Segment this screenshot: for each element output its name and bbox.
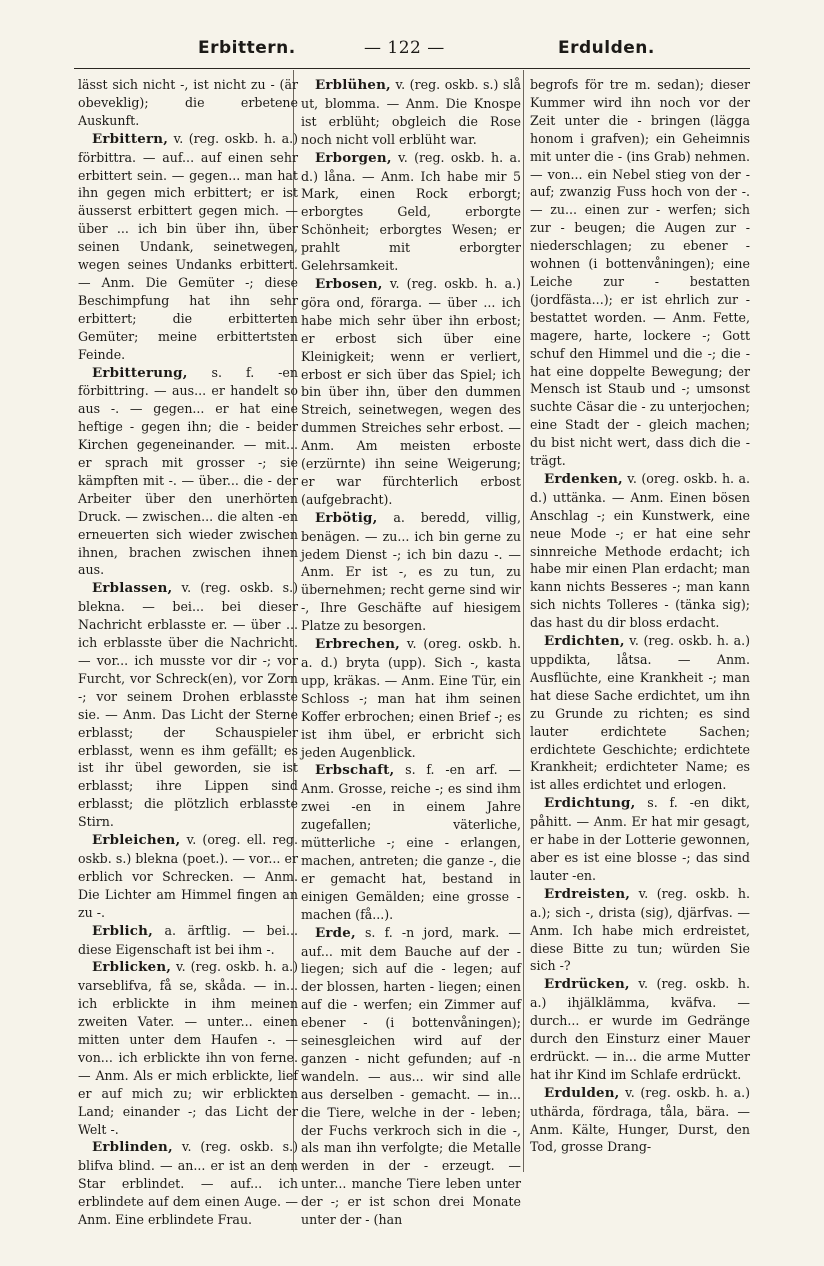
headword: Erblassen, [92, 580, 173, 597]
headword: Erborgen, [315, 149, 392, 166]
column-1 [78, 76, 298, 1228]
headword: Erbleichen, [92, 832, 181, 849]
headword: Erdreisten, [544, 885, 631, 902]
entry-text: begrofs för tre m. sedan); dieser Kummer wird ihn noch vor der Zeit unter die - bringen (lägga honom i grafven); ein Geheimnis mit unter die - (ins Grab) nehmen. — von... ein Nebel stieg von der - auf; zwanzig Fuss hoch von der -. — zu... einen zur - werfen; sich zur - beugen; die Augen zur - niederschlagen; zu ebener - wohnen (i bottenvåningen); eine Leiche zur - bestatten (jordfästa...); er ist ehrlich zur - bestattet worden. — Anm. Fette, magere, harte, lockere -; Gott schuf den Himmel und die -; die - hat eine doppelte Bewegung; der Mensch ist Staub und -; umsonst suchte Cäsar die - zu unterjochen; eine Stadt der - gleich machen; du bist nicht wert, dass dich die - trägt. [530, 77, 750, 469]
entry-text: v. (oreg. ell. reg. oskb. s.) blekna (poet.). — vor... er erblich vor Schrecken. — Anm. Die Lichter am Himmel fingen an zu -. [78, 832, 298, 920]
page-number: — 122 — [364, 38, 445, 58]
dictionary-entry [530, 975, 750, 1083]
entry-text: s. f. -en dikt, påhitt. — Anm. Er hat mir gesagt, er habe in der Lotterie gewonnen, aber es ist eine blosse -; das sind lauter -en. [530, 795, 750, 883]
entry-text: v. (reg. oskb. h. a. d.) låna. — Anm. Ich habe mir 5 Mark, einen Rock erborgt; erborgtes Geld, erborgte Schönheit; erborgtes Wesen; er prahlt mit erborgter Gelehrsamkeit. [301, 149, 521, 274]
dictionary-entry [530, 885, 750, 976]
headword: Erblinden, [92, 1139, 173, 1156]
dictionary-entry [301, 275, 521, 509]
headword: Erdichtung, [544, 795, 636, 812]
headword: Erblühen, [315, 77, 391, 93]
dictionary-entry [530, 632, 750, 794]
entry-text: v. (reg. oskb. h. a.) varseblifva, få se, skåda. — in... ich erblickte in ihm meinen zweiten Vater. — unter... einen mitten unter dem Haufen -. — von... ich erblickte ihn von ferne. — Anm. Als er mich erblickte, lief er auf mich zu; wir erblickten Land; einander -; das Licht der Welt -. [78, 959, 298, 1137]
entry-text: v. (reg. oskb. h. a.) uthärda, fördraga, tåla, bära. — Anm. Kälte, Hunger, Durst, den Tod, grosse Drang- [530, 1084, 750, 1155]
dictionary-entry [530, 794, 750, 885]
headword: Erdenken, [544, 470, 623, 487]
entry-continuation [78, 76, 298, 130]
column-2 [301, 76, 521, 1228]
entry-text: v. (oreg. oskb. h. a. d.) bryta (upp). Sich -, kasta upp, kräkas. — Anm. Eine Tür, ein Schloss -; man hat ihm seinen Koffer erbrochen; einen Brief -; es ist ihm übel, er erbricht sich jeden Augenblick. [301, 636, 521, 760]
headword: Erbötig, [315, 509, 378, 526]
entry-text: s. f. -en arf. — Anm. Grosse, reiche -; es sind ihm zwei -en in einem Jahre zugefallen; väterliche, mütterliche -; eine - erlangen, machen, antreten; die ganze -, die er gemacht hat, bestand in einigen Gemälden; eine grosse - machen (få...). [301, 762, 521, 922]
dictionary-entry [530, 1084, 750, 1157]
header-rule [74, 68, 750, 69]
headword: Erdulden, [544, 1084, 620, 1101]
entry-text: s. f. -en förbittring. — aus... er handelt so aus -. — gegen... er hat eine heftige - gegen ihn; die - beider Kirchen gegeneinander. — mit... er sprach mit grosser -; sie kämpften mit -. — über... die - der Arbeiter über den unerhörten Druck. — zwischen... die alten -en erneuerten sich wieder zwischen ihnen, brachen zwischen ihnen aus. [78, 364, 298, 578]
dictionary-entry [78, 831, 298, 922]
headword: Erbittern, [92, 130, 169, 147]
entry-text: v. (reg. oskb. s.) blifva blind. — an... er ist an dem Star erblindet. — auf... ich erblindete auf dem einen Auge. — Anm. Eine erblindete Frau. [78, 1139, 298, 1228]
dictionary-entry [78, 922, 298, 959]
header-right-word: Erdulden. [558, 38, 655, 58]
dictionary-entry [301, 76, 521, 149]
headword: Erblich, [92, 922, 153, 939]
header-left-word: Erbittern. [198, 38, 296, 58]
entry-text: lässt sich nicht -, ist nicht zu - (är obeveklig); die erbetene Auskunft. [78, 77, 298, 128]
entry-text: a. beredd, villig, benägen. — zu... ich bin gerne zu jedem Dienst -; ich bin dazu -. — Anm. Er ist -, es zu tun, zu übernehmen; recht gerne sind wir -, Ihre Geschäfte auf hiesigem Platze zu besorgen. [301, 509, 521, 634]
dictionary-entry [301, 509, 521, 635]
headword: Erbitterung, [92, 364, 188, 381]
dictionary-entry [301, 635, 521, 761]
column-divider [523, 70, 524, 1172]
headword: Erdrücken, [544, 976, 630, 993]
dictionary-entry [301, 761, 521, 923]
dictionary-entry [78, 958, 298, 1138]
dictionary-entry [301, 924, 521, 1229]
headword: Erblicken, [92, 959, 172, 976]
dictionary-entry [78, 130, 298, 364]
dictionary-entry [301, 149, 521, 275]
entry-text: a. ärftlig. — bei... diese Eigenschaft ist bei ihm -. [78, 922, 298, 957]
dictionary-entry [530, 470, 750, 632]
entry-text: v. (reg. oskb. h. a.); sich -, drista (sig), djärfvas. — Anm. Ich habe mich erdreistet, diese Bitte zu tun; würden Sie sich -? [530, 885, 750, 974]
entry-text: v. (reg. oskb. h. a.) göra ond, förarga. — über ... ich habe mich sehr über ihn erbost; er erbost sich über eine Kleinigkeit; wenn er verliert, erbost er sich über das Spiel; ich bin über ihn, über den dummen Streich, seinetwegen, wegen des dummen Streiches sehr erbost. — Anm. Am meisten erboste (erzürnte) ihn seine Weigerung; er war fürchterlich erbost (aufgebracht). [301, 275, 521, 507]
running-header [74, 34, 750, 66]
entry-text: v. (oreg. oskb. h. a. d.) uttänka. — Anm. Einen bösen Anschlag -; ein Kunstwerk, eine neue Mode -; er hat eine sehr sinnreiche Methode erdacht; ich habe mir einen Plan erdacht; man kann nichts Besseres -; man kann sich nichts Tolleres - (tänka sig); das hast du dir bloss erdacht. [530, 470, 750, 631]
headword: Erdichten, [544, 633, 625, 650]
column-3 [530, 76, 750, 1172]
entry-continuation [530, 76, 750, 470]
entry-text: v. (reg. oskb. h. a.) ihjälklämma, kväfva. — durch... er wurde im Gedränge durch den Einsturz einer Mauer erdrückt. — in... die arme Mutter hat ihr Kind im Schlafe erdrückt. [530, 976, 750, 1082]
dictionary-entry [78, 1138, 298, 1229]
headword: Erbosen, [315, 275, 383, 292]
entry-text: s. f. -n jord, mark. — auf... mit dem Bauche auf der - liegen; sich auf die - legen; auf der blossen, harten - liegen; einen auf die - werfen; ein Zimmer auf ebener - (i bottenvåningen); seinesgleichen wird auf der ganzen - nicht gefunden; auf -n wandeln. — aus... wir sind alle aus derselben - gemacht. — in... die Tiere, welche in der - leben; der Fuchs verkroch sich in die -, als man ihn verfolgte; die Metalle werden in der - erzeugt. — unter... manche Tiere leben unter der -; er ist schon drei Monate unter der - (han [301, 924, 521, 1228]
dictionary-entry [78, 364, 298, 580]
headword: Erbrechen, [315, 636, 401, 653]
dictionary-entry [78, 579, 298, 831]
headword: Erbschaft, [315, 762, 395, 779]
entry-text: v. (reg. oskb. h. a.) uppdikta, låtsa. — Anm. Ausflüchte, eine Krankheit -; man hat diese Sache erdichtet, um ihn zu Grunde zu richten; es sind lauter erdichtete Sachen; erdichtete Geschichte; erdichtete Krankheit; erdichteter Name; es ist alles erdichtet und erlogen. [530, 633, 750, 793]
entry-text: v. (reg. oskb. s.) slå ut, blomma. — Anm. Die Knospe ist erblüht; obgleich die Rose noch nicht voll erblüht war. [301, 77, 521, 147]
entry-text: v. (reg. oskb. h. a.) förbittra. — auf... auf einen sehr erbittert sein. — gegen... man hat ihn gegen mich erbittert; er ist äusserst erbittert gegen mich. — über ... ich bin über ihn, über seinen Undank, seinetwegen, wegen seines Undanks erbittert. — Anm. Die Gemüter -; diese Beschimpfung hat ihn sehr erbittert; die erbitterten Gemüter; meine erbittertsten Feinde. [78, 130, 298, 362]
entry-text: v. (reg. oskb. s.) blekna. — bei... bei dieser Nachricht erblasste er. — über ... ich erblasste über die Nachricht. — vor... ich musste vor dir -; vor Furcht, vor Schreck(en), vor Zorn -; vor seinem Drohen erblasste sie. — Anm. Das Licht der Sterne erblasst; der Schauspieler erblasst, wenn es ihm gefällt; es ist ihr übel geworden, sie ist erblasst; ihre Lippen sind erblasst; die plötzlich erblasste Stirn. [78, 580, 298, 830]
headword: Erde, [315, 924, 356, 941]
